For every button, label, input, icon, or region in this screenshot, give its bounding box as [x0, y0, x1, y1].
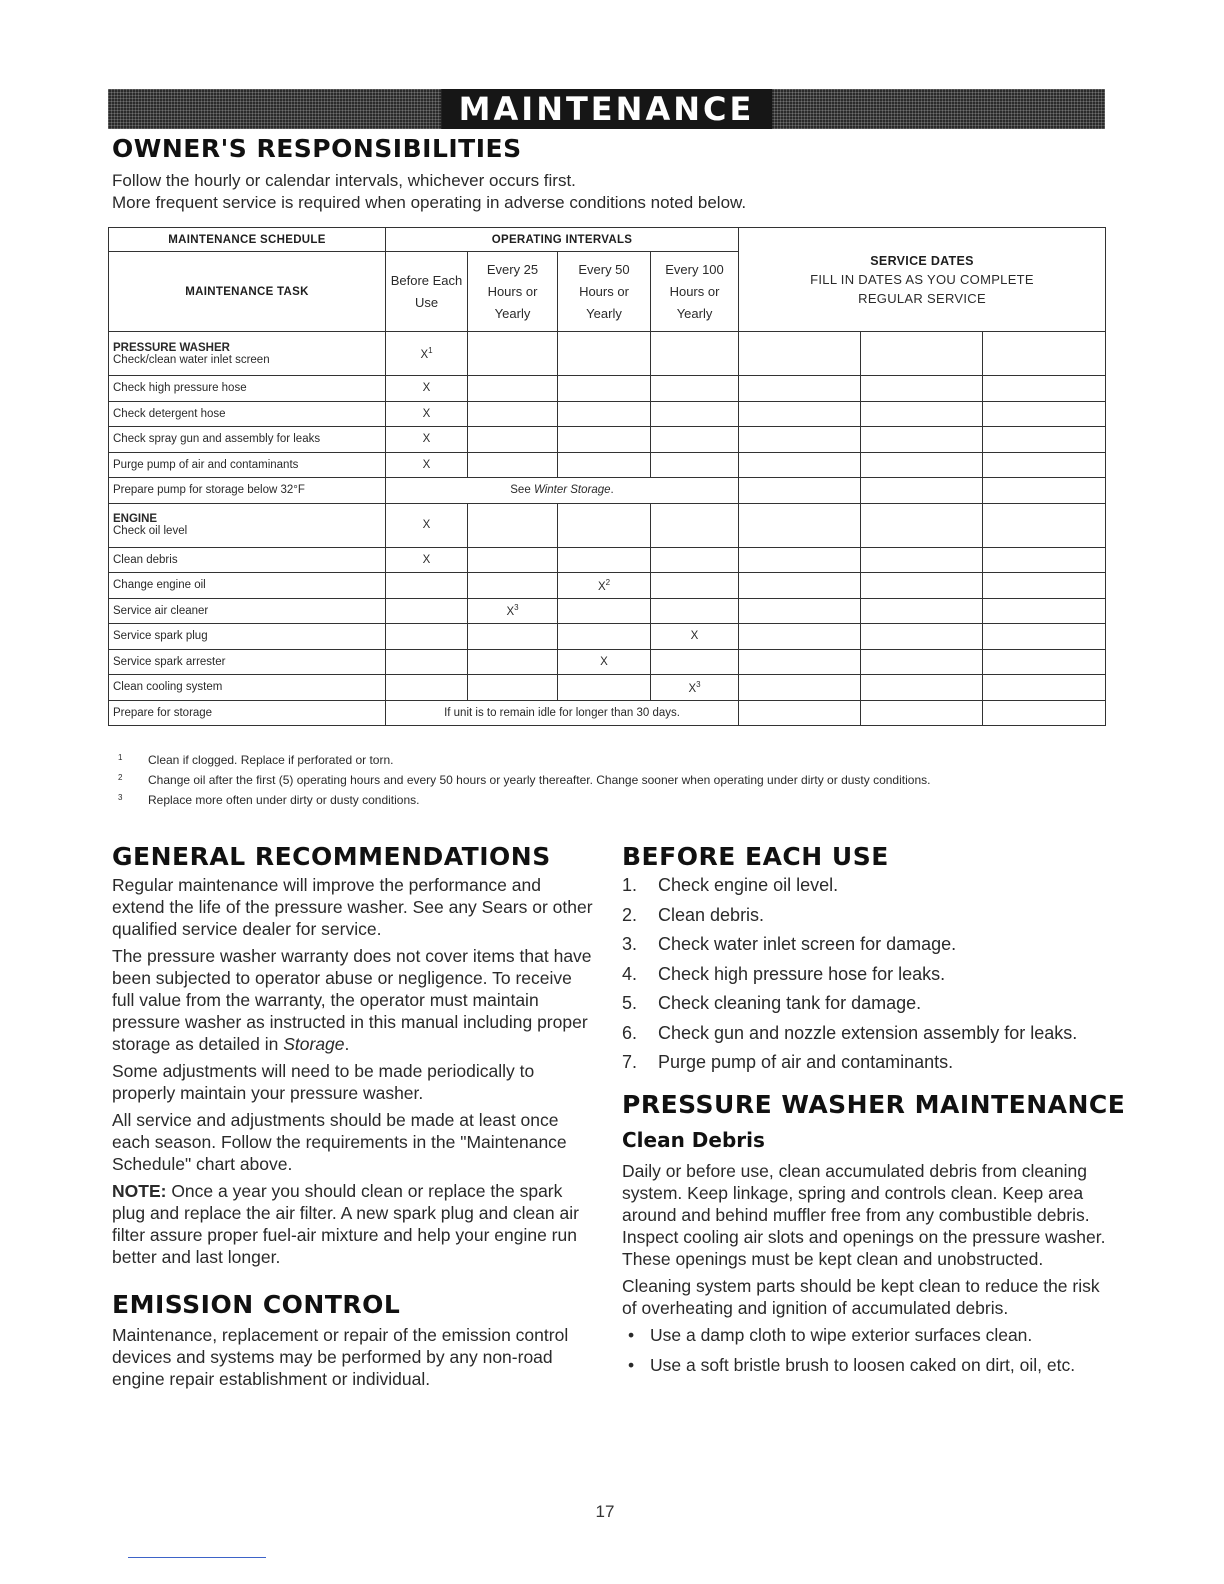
service-date-cell[interactable] — [861, 700, 983, 726]
interval-mark: X — [688, 682, 697, 695]
col-every-25: Every 25 Hours or Yearly — [468, 252, 558, 332]
schedule-header-cell — [109, 228, 386, 252]
service-date-cell[interactable] — [983, 675, 1106, 701]
step-text: Check gun and nozzle extension assembly for leaks. — [658, 1022, 1078, 1043]
table-row — [109, 503, 1106, 547]
maintenance-schedule-table — [108, 227, 1106, 726]
service-date-cell[interactable] — [739, 376, 861, 402]
interval-cell-e25 — [468, 624, 558, 650]
pwm-paragraph-2: Cleaning system parts should be kept clean to reduce the risk of overheating and ignition of accumulated debris. — [622, 1276, 1100, 1318]
footnote-ref: 2 — [605, 577, 611, 587]
note-text: Once a year you should clean or replace the spark plug and replace the air filter. A new spark plug and clean air filter assure proper fuel-air mixture and help your engine run better and last longer. — [112, 1181, 579, 1267]
task-label: Check high pressure hose — [113, 382, 247, 395]
table-row — [109, 376, 1106, 402]
interval-cell-before — [386, 376, 468, 402]
task-group-label: ENGINE — [113, 513, 158, 525]
schedule-header: MAINTENANCE SCHEDULE — [168, 233, 326, 246]
general-note — [112, 1180, 598, 1268]
step-number: 7. — [622, 1052, 638, 1072]
service-date-cell[interactable] — [983, 547, 1106, 573]
general-paragraph-4: All service and adjustments should be made at least once each season. Follow the requirements in the "Maintenance Schedule" chart above. — [112, 1110, 567, 1174]
service-date-cell[interactable] — [983, 376, 1106, 402]
service-date-cell[interactable] — [983, 624, 1106, 650]
step-text: Check high pressure hose for leaks. — [658, 963, 946, 984]
table-row — [109, 427, 1106, 453]
service-date-cell[interactable] — [861, 675, 983, 701]
interval-cell-before — [386, 598, 468, 624]
interval-mark: X — [422, 458, 431, 471]
interval-note: See — [510, 484, 534, 497]
interval-cell-e25 — [468, 332, 558, 376]
service-date-cell[interactable] — [983, 401, 1106, 427]
col-every-50: Every 50 Hours or Yearly — [558, 252, 651, 332]
general-paragraph-1: Regular maintenance will improve the performance and extend the life of the pressure washer. See any Sears or other qualified service dealer for service. — [112, 875, 593, 939]
pwm-bullet-list — [622, 1324, 1108, 1376]
interval-mark: X — [422, 407, 431, 420]
service-date-cell[interactable] — [983, 573, 1106, 599]
interval-cell-e50 — [558, 649, 651, 675]
service-date-cell[interactable] — [739, 427, 861, 453]
table-row — [109, 547, 1106, 573]
service-date-cell[interactable] — [861, 598, 983, 624]
task-cell — [109, 427, 386, 453]
service-date-cell[interactable] — [739, 700, 861, 726]
service-date-cell[interactable] — [983, 700, 1106, 726]
table-row — [109, 700, 1106, 726]
list-item — [622, 904, 1102, 926]
footnote-text: Replace more often under dirty or dusty conditions. — [148, 793, 420, 807]
interval-cell-e100 — [651, 675, 739, 701]
interval-cell-e25 — [468, 598, 558, 624]
task-cell — [109, 503, 386, 547]
interval-cell-e100 — [651, 376, 739, 402]
footnote-mark: 2 — [118, 773, 123, 782]
interval-cell-e100 — [651, 598, 739, 624]
task-cell — [109, 332, 386, 376]
service-date-cell[interactable] — [739, 401, 861, 427]
step-number: 5. — [622, 993, 638, 1013]
interval-cell-before — [386, 427, 468, 453]
table-row — [109, 624, 1106, 650]
task-label: Prepare for storage — [113, 706, 213, 719]
interval-note: If unit is to remain idle for longer than 30 days. — [444, 706, 680, 719]
table-row — [109, 332, 1106, 376]
emission-heading: EMISSION CONTROL — [112, 1290, 401, 1319]
interval-cell-before — [386, 547, 468, 573]
step-text: Check water inlet screen for damage. — [658, 934, 957, 954]
task-cell — [109, 376, 386, 402]
task-label: Check detergent hose — [113, 407, 226, 420]
service-date-cell[interactable] — [861, 478, 983, 504]
interval-cell-e100 — [651, 401, 739, 427]
interval-note-reference: Winter Storage — [533, 484, 611, 497]
interval-cell-e25 — [468, 675, 558, 701]
table-row — [109, 598, 1106, 624]
before-each-use-list — [622, 874, 1102, 1081]
table-row — [109, 573, 1106, 599]
intervals-header-cell — [386, 228, 739, 252]
interval-cell-e25 — [468, 427, 558, 453]
pwm-heading: PRESSURE WASHER MAINTENANCE — [622, 1090, 1126, 1119]
interval-mark: X — [597, 580, 606, 593]
interval-cell-before — [386, 675, 468, 701]
service-date-cell[interactable] — [739, 675, 861, 701]
service-date-cell[interactable] — [861, 503, 983, 547]
step-text: Check engine oil level. — [658, 875, 839, 895]
interval-mark: X — [420, 348, 429, 361]
service-date-cell[interactable] — [983, 649, 1106, 675]
task-cell — [109, 700, 386, 726]
footnote-ref: 3 — [514, 603, 519, 613]
service-date-cell[interactable] — [739, 598, 861, 624]
task-cell — [109, 649, 386, 675]
interval-cell-e50 — [558, 573, 651, 599]
interval-mark: X — [422, 382, 431, 395]
service-date-cell[interactable] — [983, 332, 1106, 376]
interval-cell-e100 — [651, 573, 739, 599]
bullet-item: • Use a soft bristle brush to loosen caked on dirt, oil, etc. — [622, 1354, 1108, 1376]
table-row — [109, 401, 1106, 427]
page-number: 17 — [595, 1502, 615, 1521]
service-date-cell[interactable] — [983, 478, 1106, 504]
task-cell — [109, 598, 386, 624]
list-item — [622, 963, 1102, 985]
general-heading: GENERAL RECOMMENDATIONS — [112, 842, 551, 871]
interval-cell-e25 — [468, 547, 558, 573]
general-body — [112, 874, 598, 1273]
footnote-text: Clean if clogged. Replace if perforated or torn. — [148, 753, 394, 767]
service-date-cell[interactable] — [861, 547, 983, 573]
footnote-mark: 3 — [118, 793, 123, 802]
footnote — [118, 790, 1118, 810]
interval-mark: X — [506, 606, 515, 619]
table-row — [109, 452, 1106, 478]
footnote — [118, 750, 1118, 770]
service-date-cell[interactable] — [861, 427, 983, 453]
table-row — [109, 649, 1106, 675]
interval-cell-e25 — [468, 376, 558, 402]
step-number: 2. — [622, 904, 638, 925]
pwm-body — [622, 1160, 1108, 1384]
pwm-paragraph-1: Daily or before use, clean accumulated debris from cleaning system. Keep linkage, spring and controls clean. Keep area around and behind muffler free from any combustible debris. Inspect cooling air slots and openings on the pressure washer. These openings must be kept clean and unobstructed. — [622, 1161, 1106, 1269]
interval-cell-e100 — [651, 547, 739, 573]
interval-cell-e50 — [558, 675, 651, 701]
task-cell — [109, 452, 386, 478]
interval-note-cell — [386, 700, 739, 726]
clean-debris-subheading: Clean Debris — [622, 1128, 765, 1152]
interval-cell-e100 — [651, 624, 739, 650]
service-date-cell[interactable] — [739, 478, 861, 504]
step-number: 4. — [622, 963, 638, 984]
task-label: Service spark plug — [113, 630, 208, 643]
service-dates-sub-2: REGULAR SERVICE — [858, 290, 986, 306]
interval-cell-before — [386, 624, 468, 650]
service-date-cell[interactable] — [861, 452, 983, 478]
interval-cell-e50 — [558, 452, 651, 478]
interval-cell-e50 — [558, 427, 651, 453]
task-label: Clean cooling system — [113, 681, 223, 694]
owners-intro — [112, 170, 1012, 214]
service-date-cell[interactable] — [983, 427, 1106, 453]
footnote-ref: 1 — [428, 346, 433, 356]
interval-cell-e25 — [468, 649, 558, 675]
interval-cell-e25 — [468, 503, 558, 547]
interval-cell-e100 — [651, 427, 739, 453]
task-label: Service spark arrester — [113, 655, 226, 668]
service-date-cell[interactable] — [861, 332, 983, 376]
interval-cell-e50 — [558, 624, 651, 650]
step-number: 6. — [622, 1022, 638, 1043]
service-date-cell[interactable] — [739, 452, 861, 478]
interval-mark: X — [422, 553, 431, 566]
emission-paragraph: Maintenance, replacement or repair of the emission control devices and systems may be performed by any non-road engine repair establishment or individual. — [112, 1325, 569, 1389]
service-date-cell[interactable] — [983, 452, 1106, 478]
service-date-cell[interactable] — [739, 649, 861, 675]
task-header: MAINTENANCE TASK — [185, 285, 309, 298]
service-date-cell[interactable] — [861, 624, 983, 650]
interval-cell-e25 — [468, 573, 558, 599]
task-label: Check spray gun and assembly for leaks — [113, 433, 321, 446]
interval-cell-e100 — [651, 452, 739, 478]
interval-cell-e25 — [468, 401, 558, 427]
task-label: Check/clean water inlet screen — [113, 353, 270, 366]
task-label: Change engine oil — [113, 579, 206, 592]
interval-cell-e25 — [468, 452, 558, 478]
before-each-use-heading: BEFORE EACH USE — [622, 842, 889, 871]
interval-cell-e50 — [558, 376, 651, 402]
task-label: Purge pump of air and contaminants — [113, 458, 299, 471]
interval-cell-e100 — [651, 649, 739, 675]
intervals-header: OPERATING INTERVALS — [491, 233, 633, 246]
table-row — [109, 675, 1106, 701]
bullet-item: • Use a damp cloth to wipe exterior surfaces clean. — [622, 1324, 1108, 1346]
service-dates-header-cell — [739, 228, 1106, 332]
step-text: Clean debris. — [658, 904, 765, 925]
task-cell — [109, 624, 386, 650]
service-date-cell[interactable] — [861, 401, 983, 427]
interval-cell-before — [386, 503, 468, 547]
section-banner — [108, 89, 1105, 129]
interval-cell-e50 — [558, 332, 651, 376]
list-item — [622, 992, 1102, 1014]
task-cell — [109, 573, 386, 599]
interval-mark: X — [422, 433, 431, 446]
service-date-cell[interactable] — [739, 547, 861, 573]
service-date-cell[interactable] — [983, 503, 1106, 547]
footnote-ref: 3 — [696, 679, 701, 689]
owners-line-2: More frequent service is required when operating in adverse conditions noted below. — [112, 193, 747, 212]
storage-reference: Storage — [283, 1034, 345, 1054]
step-text: Purge pump of air and contaminants. — [658, 1052, 954, 1072]
step-number: 3. — [622, 934, 638, 954]
task-label: Service air cleaner — [113, 604, 209, 617]
footnote — [118, 770, 1118, 790]
task-cell — [109, 401, 386, 427]
service-date-cell[interactable] — [739, 624, 861, 650]
interval-cell-e100 — [651, 503, 739, 547]
service-dates-sub-1: FILL IN DATES AS YOU COMPLETE — [810, 271, 1034, 287]
interval-cell-before — [386, 332, 468, 376]
general-paragraph-3: Some adjustments will need to be made periodically to properly maintain your pressure washer. — [112, 1061, 535, 1103]
col-before-each-use: Before Each Use — [386, 252, 468, 332]
emission-body — [112, 1324, 598, 1395]
task-group-label: PRESSURE WASHER — [113, 341, 230, 354]
interval-cell-before — [386, 649, 468, 675]
task-header-cell — [109, 252, 386, 332]
interval-note-cell — [386, 478, 739, 504]
interval-cell-before — [386, 573, 468, 599]
footnote-text: Change oil after the first (5) operating hours and every 50 hours or yearly thereafter. Change sooner when operating under dirty or dusty conditions. — [148, 773, 931, 787]
step-number: 1. — [622, 875, 638, 895]
list-item — [622, 874, 1102, 896]
task-cell — [109, 478, 386, 504]
footnotes — [118, 750, 1118, 810]
service-date-cell[interactable] — [739, 503, 861, 547]
list-item — [622, 1022, 1102, 1044]
task-cell — [109, 547, 386, 573]
interval-note-end: . — [610, 484, 614, 497]
task-label: Clean debris — [113, 553, 178, 566]
service-date-cell[interactable] — [983, 598, 1106, 624]
owners-line-1: Follow the hourly or calendar intervals, whichever occurs first. — [112, 171, 576, 190]
interval-mark: X — [422, 519, 431, 531]
service-date-cell[interactable] — [861, 376, 983, 402]
task-label: Prepare pump for storage below 32°F — [113, 484, 305, 497]
bottom-rule — [128, 1557, 266, 1558]
interval-cell-e100 — [651, 332, 739, 376]
table-row — [109, 478, 1106, 504]
general-paragraph-2-text: The pressure washer warranty does not cover items that have been subjected to operator abuse or negligence. To receive full value from the warranty, the operator must maintain pressure washer as instructed in this manual including proper storage as detailed in — [112, 946, 592, 1054]
owners-heading: OWNER'S RESPONSIBILITIES — [112, 134, 522, 163]
interval-cell-e50 — [558, 401, 651, 427]
general-paragraph-2-end: . — [344, 1034, 350, 1054]
interval-cell-before — [386, 452, 468, 478]
service-date-cell[interactable] — [861, 649, 983, 675]
service-date-cell[interactable] — [739, 573, 861, 599]
task-label: Check oil level — [113, 525, 188, 537]
service-date-cell[interactable] — [861, 573, 983, 599]
interval-mark: X — [690, 630, 699, 643]
list-item — [622, 1051, 1102, 1073]
interval-mark: X — [600, 655, 608, 668]
note-label: NOTE: — [112, 1181, 167, 1201]
general-paragraph-2 — [112, 945, 598, 1055]
interval-cell-e50 — [558, 598, 651, 624]
list-item — [622, 933, 1102, 955]
service-date-cell[interactable] — [739, 332, 861, 376]
footnote-mark: 1 — [118, 753, 123, 762]
step-text: Check cleaning tank for damage. — [658, 993, 922, 1013]
service-dates-header: SERVICE DATES — [870, 253, 974, 268]
interval-cell-e50 — [558, 547, 651, 573]
col-every-100: Every 100 Hours or Yearly — [651, 252, 739, 332]
maintenance-schedule-body — [109, 332, 1106, 726]
task-cell — [109, 675, 386, 701]
interval-cell-before — [386, 401, 468, 427]
interval-cell-e50 — [558, 503, 651, 547]
banner-title: MAINTENANCE — [441, 89, 773, 129]
